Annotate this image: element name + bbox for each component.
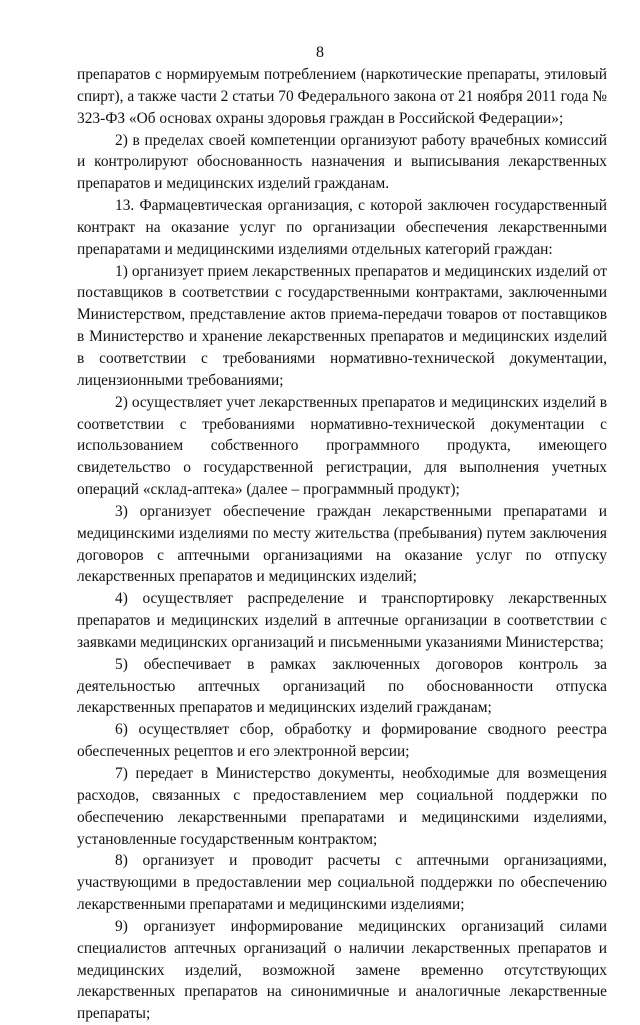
document-body xyxy=(77,64,607,1025)
paragraph-item-3: 3) организует обеспечение граждан лекарственными препаратами и медицинскими изделиями по месту жительства (пребывания) путем заключения договоров с аптечными организациями на оказание услуг по отпуску лекарственных препаратов и медицинских изделий; xyxy=(77,502,607,586)
paragraph-item-5: 5) обеспечивает в рамках заключенных договоров контроль за деятельностью аптечных организаций по обоснованности отпуска лекарственных препаратов и медицинских изделий гражданам; xyxy=(77,655,607,717)
paragraph-item-9: 9) организует информирование медицинских организаций силами специалистов аптечных организаций о наличии лекарственных препаратов и медицинских изделий, возможной замене временно отсутствующих лекарственных препаратов на синонимичные и аналогичные лекарственные препараты; xyxy=(77,917,607,1023)
paragraph-item-8: 8) организует и проводит расчеты с аптечными организациями, участвующими в предоставлении мер социальной поддержки по обеспечению лекарственными препаратами и медицинскими изделиями; xyxy=(77,852,607,914)
paragraph-section-13: 13. Фармацевтическая организация, с которой заключен государственный контракт на оказание услуг по организации обеспечения лекарственными препаратами и медицинскими изделиями отдельных категорий граждан: xyxy=(77,197,607,258)
paragraph-item-6: 6) осуществляет сбор, обработку и формирование сводного реестра обеспеченных рецептов и его электронной версии; xyxy=(77,721,607,761)
paragraph-item-1: 1) организует прием лекарственных препаратов и медицинских изделий от поставщиков в соответствии с государственными контрактами, заключенными Министерством, представление актов приема-передачи товаров от поставщиков в Министерство и хранение лекарственных препаратов и медицинских изделий в соответствии с требованиями нормативно-технической документации, лицензионными требованиями; xyxy=(77,262,607,389)
paragraph-item-4: 4) осуществляет распределение и транспортировку лекарственных препаратов и медицинских изделий в аптечные организации в соответствии с заявками медицинских организаций и письменными указаниями Министерства; xyxy=(77,590,607,651)
paragraph-continuation: препаратов с нормируемым потреблением (наркотические препараты, этиловый спирт), а также части 2 статьи 70 Федерального закона от 21 ноября 2011 года № 323-ФЗ «Об основах охраны здоровья граждан в Российской Федерации»; xyxy=(77,66,607,127)
paragraph-item-2: 2) в пределах своей компетенции организуют работу врачебных комиссий и контролируют обоснованность назначения и выписывания лекарственных препаратов и медицинских изделий гражданам. xyxy=(77,131,607,193)
paragraph-item-2-accounting: 2) осуществляет учет лекарственных препаратов и медицинских изделий в соответствии с требованиями нормативно-технической документации с использованием собственного программного продукта, имеющего свидетельство о государственной регистрации, для выполнения учетных операций «склад-аптека» (далее – программный продукт); xyxy=(77,393,607,499)
page-number: 8 xyxy=(316,44,324,61)
paragraph-item-7: 7) передает в Министерство документы, необходимые для возмещения расходов, связанных с предоставлением мер социальной поддержки по обеспечению лекарственными препаратами и медицинскими изделиями, установленные государственным контрактом; xyxy=(77,765,607,848)
